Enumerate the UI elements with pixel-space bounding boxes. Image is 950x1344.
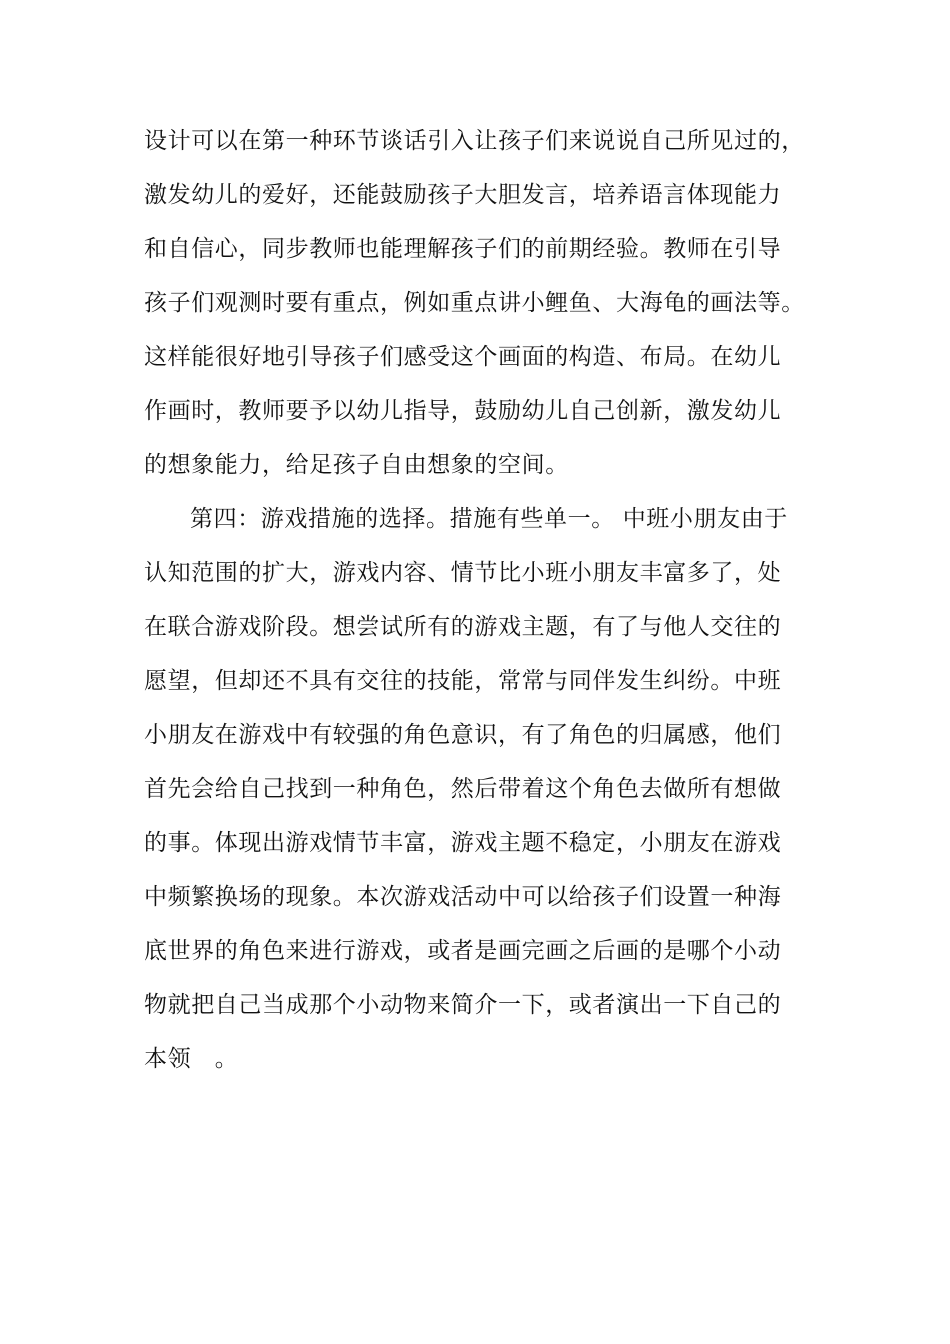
text-line: 愿望，但却还不具有交往的技能，常常与同伴发生纠纷。中班 — [144, 668, 782, 694]
text-line: 首先会给自己找到一种角色，然后带着这个角色去做所有想做 — [144, 776, 782, 802]
text-line: 中频繁换场的现象。本次游戏活动中可以给孩子们设置一种海 — [144, 884, 782, 910]
text-line: 认知范围的扩大，游戏内容、情节比小班小朋友丰富多了，处 — [144, 560, 782, 586]
text-line: 孩子们观测时要有重点，例如重点讲小鲤鱼、大海龟的画法等。 — [144, 290, 805, 316]
text-line: 作画时，教师要予以幼儿指导，鼓励幼儿自己创新，激发幼儿 — [144, 398, 782, 424]
text-line: 的想象能力，给足孩子自由想象的空间。 — [144, 452, 569, 478]
text-line: 的事。体现出游戏情节丰富，游戏主题不稳定，小朋友在游戏 — [144, 830, 782, 856]
paragraph-start-line: 第四：游戏措施的选择。措施有些单一。 中班小朋友由于 — [190, 506, 788, 532]
text-line: 底世界的角色来进行游戏，或者是画完画之后画的是哪个小动 — [144, 938, 782, 964]
text-line: 在联合游戏阶段。想尝试所有的游戏主题，有了与他人交往的 — [144, 614, 782, 640]
text-line: 激发幼儿的爱好，还能鼓励孩子大胆发言，培养语言体现能力 — [144, 182, 782, 208]
text-line: 物就把自己当成那个小动物来简介一下，或者演出一下自己的 — [144, 992, 782, 1018]
text-line: 和自信心，同步教师也能理解孩子们的前期经验。教师在引导 — [144, 236, 782, 262]
body-text — [144, 114, 809, 1086]
text-line: 设计可以在第一种环节谈话引入让孩子们来说说自己所见过的， — [144, 128, 805, 154]
text-line: 本领 。 — [144, 1046, 239, 1072]
text-line: 这样能很好地引导孩子们感受这个画面的构造、布局。在幼儿 — [144, 344, 782, 370]
text-line: 小朋友在游戏中有较强的角色意识，有了角色的归属感，他们 — [144, 722, 782, 748]
